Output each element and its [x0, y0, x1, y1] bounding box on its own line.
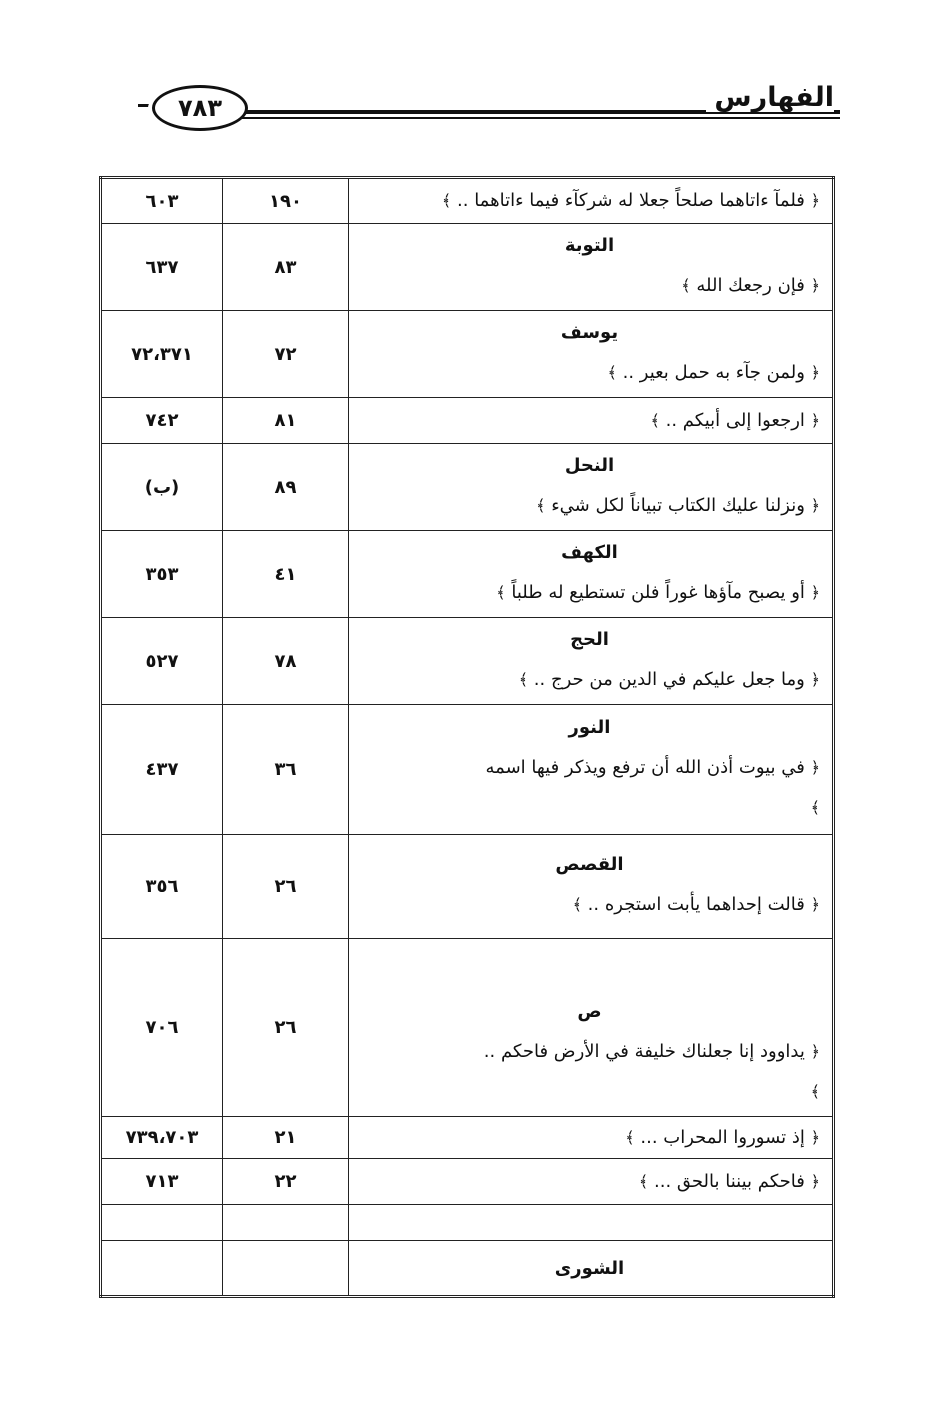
page-title: الفهارس	[706, 84, 834, 112]
bracket-open: ﴿	[810, 1171, 820, 1191]
verse-cell	[349, 224, 834, 311]
table-row	[101, 1159, 834, 1205]
verse-cell	[349, 178, 834, 224]
page-cell: ٧٢،٣٧١	[101, 311, 223, 398]
bracket-open: ﴿	[810, 669, 820, 689]
table-row	[101, 939, 834, 1117]
table-row	[101, 398, 834, 444]
ayah-cell: ١٩٠	[223, 178, 349, 224]
table-row	[101, 444, 834, 531]
verse-quote: ارجعوا إلى أبيكم ..	[665, 409, 805, 431]
ayah-cell: ٨٣	[223, 224, 349, 311]
bracket-close: ﴾	[681, 275, 691, 295]
bracket-open: ﴿	[810, 582, 820, 602]
page-cell: ٤٣٧	[101, 705, 223, 835]
verse-quote: في بيوت أذن الله أن ترفع ويذكر فيها اسمه	[485, 757, 805, 778]
ayah-cell	[223, 1205, 349, 1241]
page-cell: ٧١٣	[101, 1159, 223, 1205]
verse-quote: وما جعل عليكم في الدين من حرج ..	[533, 668, 805, 690]
bracket-close: ﴾	[536, 495, 546, 515]
verse-cell	[349, 1241, 834, 1297]
verse-quote: قالت إحداهما يأبت استجره ..	[587, 894, 805, 915]
verse-cell	[349, 444, 834, 531]
table-row	[101, 618, 834, 705]
ayah-cell: ٢٦	[223, 835, 349, 939]
verse-quote: إذ تسوروا المحراب ...	[640, 1126, 805, 1148]
verse-text	[359, 1118, 820, 1158]
verse-text	[359, 1162, 820, 1202]
bracket-close: ﴾	[441, 191, 452, 210]
table-row	[101, 224, 834, 311]
surah-heading: الشورى	[554, 1257, 625, 1279]
table-row	[101, 311, 834, 398]
verse-cell	[349, 1205, 834, 1241]
verse-cell	[349, 1159, 834, 1205]
bracket-close: ﴾	[572, 895, 582, 914]
page-cell: ٦٣٧	[101, 224, 223, 311]
page-cell: ٧٤٢	[101, 398, 223, 444]
bracket-open: ﴿	[810, 895, 820, 914]
table-row	[101, 1117, 834, 1159]
verse-text	[359, 1032, 820, 1112]
verse-text	[359, 266, 820, 306]
surah-heading: القصص	[555, 854, 624, 875]
surah-heading: التوبة	[564, 234, 615, 256]
page-cell: ٧٣٩،٧٠٣	[101, 1117, 223, 1159]
bracket-close: ﴾	[638, 1171, 649, 1191]
table-row	[101, 178, 834, 224]
bracket-close: ﴾	[650, 410, 660, 430]
table-row	[101, 835, 834, 939]
ayah-cell: ٧٨	[223, 618, 349, 705]
page-cell: (ب)	[101, 444, 223, 531]
verse-text	[359, 486, 820, 526]
verse-quote: ولمن جآء به حمل بعير ..	[622, 361, 805, 383]
page-cell	[101, 1241, 223, 1297]
bracket-open: ﴿	[810, 1042, 820, 1061]
ayah-cell: ٤١	[223, 531, 349, 618]
bracket-close: ﴾	[607, 362, 617, 382]
verse-quote: أو يصبح مآؤها غوراً فلن تستطيع له طلباً	[511, 581, 805, 603]
verse-text	[359, 660, 820, 700]
bracket-close: ﴾	[810, 798, 820, 817]
bracket-close: ﴾	[625, 1127, 635, 1147]
verse-cell	[349, 705, 834, 835]
page-cell	[101, 1205, 223, 1241]
ayah-cell: ٢١	[223, 1117, 349, 1159]
page-cell: ٣٥٦	[101, 835, 223, 939]
ayah-cell: ٢٢	[223, 1159, 349, 1205]
verse-quote: فإن رجعك الله	[696, 274, 805, 296]
bracket-open: ﴿	[810, 758, 820, 777]
verse-cell	[349, 939, 834, 1117]
verse-text	[359, 885, 820, 925]
ayah-cell	[223, 1241, 349, 1297]
verse-quote: فاحكم بيننا بالحق ...	[654, 1170, 805, 1192]
table-row	[101, 1205, 834, 1241]
verse-quote: فلمآ ءاتاهما صلحاً جعلا له شركآء فيما ءاتاهما ..	[457, 190, 805, 211]
verse-text	[359, 181, 820, 221]
ayah-cell: ٢٦	[223, 939, 349, 1117]
surah-heading: الكهف	[561, 541, 618, 563]
surah-heading: النور	[568, 717, 611, 738]
page-number: ٧٨٣	[152, 85, 248, 131]
verse-text	[359, 573, 820, 613]
header-rule-thin	[198, 117, 840, 119]
surah-heading: ص	[577, 1001, 602, 1022]
ayah-cell: ٨١	[223, 398, 349, 444]
bracket-open: ﴿	[810, 191, 820, 210]
bracket-open: ﴿	[810, 410, 820, 430]
surah-heading: الحج	[570, 628, 609, 650]
table-row	[101, 705, 834, 835]
ayah-cell: ٧٢	[223, 311, 349, 398]
verse-cell	[349, 1117, 834, 1159]
table-row	[101, 1241, 834, 1297]
ayah-cell: ٣٦	[223, 705, 349, 835]
page-cell: ٦٠٣	[101, 178, 223, 224]
bracket-open: ﴿	[810, 495, 820, 515]
verse-cell	[349, 835, 834, 939]
verse-index-table	[99, 176, 835, 1298]
verse-text	[359, 401, 820, 441]
table-row	[101, 531, 834, 618]
page-cell: ٥٢٧	[101, 618, 223, 705]
bracket-open: ﴿	[810, 275, 820, 295]
bracket-close: ﴾	[518, 669, 529, 689]
verse-cell	[349, 398, 834, 444]
verse-quote: يداوود إنا جعلناك خليفة في الأرض فاحكم ..	[483, 1041, 805, 1062]
bracket-close: ﴾	[810, 1082, 820, 1101]
verse-quote: ونزلنا عليك الكتاب تبياناً لكل شيء	[551, 494, 805, 516]
bracket-open: ﴿	[810, 362, 820, 382]
page-header	[138, 84, 840, 134]
verse-text	[359, 353, 820, 393]
bracket-open: ﴿	[810, 1127, 820, 1147]
bracket-close: ﴾	[496, 582, 506, 602]
verse-text	[359, 748, 820, 828]
page-cell: ٧٠٦	[101, 939, 223, 1117]
ayah-cell: ٨٩	[223, 444, 349, 531]
surah-heading: النحل	[564, 454, 615, 476]
surah-heading: يوسف	[560, 321, 619, 343]
verse-cell	[349, 531, 834, 618]
verse-cell	[349, 618, 834, 705]
verse-cell	[349, 311, 834, 398]
page-cell: ٣٥٣	[101, 531, 223, 618]
